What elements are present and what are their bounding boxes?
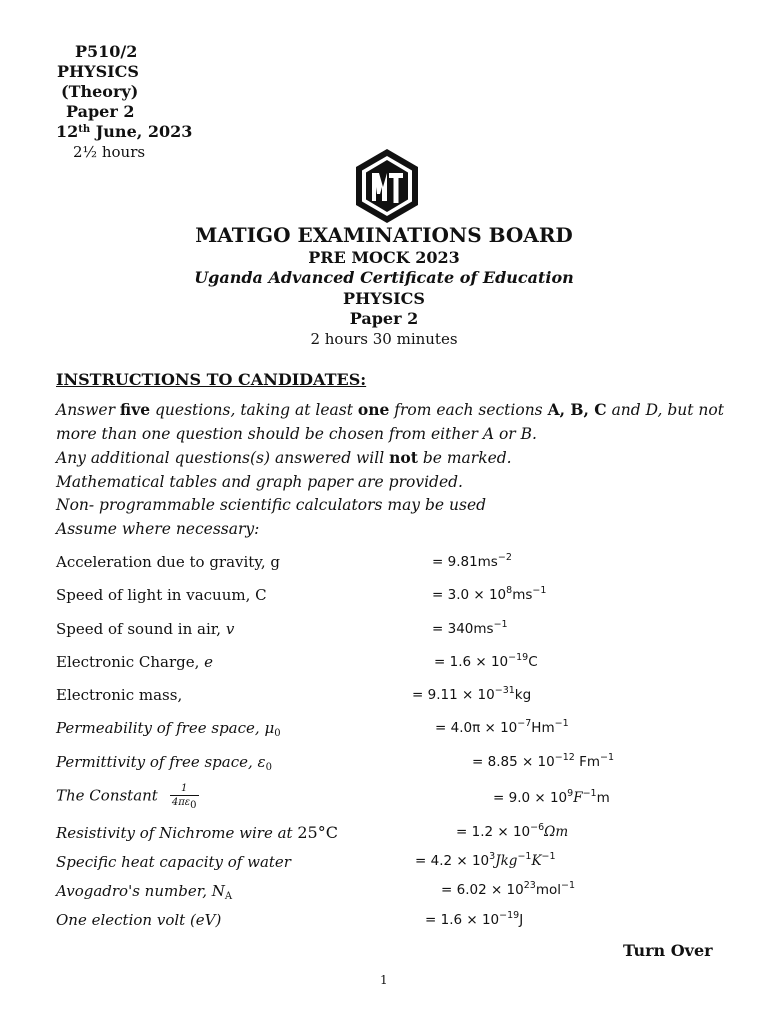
exam-name: PRE MOCK 2023 <box>308 248 460 267</box>
header-duration: 2½ hours <box>73 143 146 161</box>
constant-name-resistivity: Resistivity of Nichrome wire at 25°C <box>56 823 338 842</box>
date-rest: June, 2023 <box>90 122 193 141</box>
constant-value-permeability: = $4.0\pi \times 10^{-7}Hm^{-1}$ <box>435 718 569 736</box>
page-number: 1 <box>380 973 388 987</box>
certificate-name: Uganda Advanced Certificate of Education <box>194 268 574 287</box>
instruction-line-5: Non- programmable scientific calculators may be used <box>56 496 487 514</box>
constant-name-gravity: Acceleration due to gravity, g <box>56 553 280 571</box>
constant-value-charge: = $1.6 \times 10^{-19}C$ <box>434 652 538 670</box>
paper-type: (Theory) <box>61 82 139 101</box>
subject-label: PHYSICS <box>57 62 139 81</box>
instructions-list <box>56 398 724 541</box>
instruction-line-1: Answer five questions, taking at least one from each sections A, B, C and D, but not <box>56 400 724 419</box>
constant-value-permittivity: = $8.85 \times 10^{-12}$ $Fm^{-1}$ <box>472 752 615 770</box>
instruction-line-3: Any additional questions(s) answered will not be marked. <box>56 448 512 467</box>
constant-value-mass: = $9.11 \times 10^{-31}kg$ <box>412 685 532 703</box>
coulomb-fraction: $\frac{1}{4\pi\varepsilon 0}$ <box>171 783 197 811</box>
constant-name-heat-capacity: Specific heat capacity of water <box>56 853 291 871</box>
title-paper: Paper 2 <box>349 309 419 328</box>
constant-name-avogadro: Avogadro's number, $N_A$ <box>56 882 233 902</box>
exam-date <box>56 122 192 142</box>
constant-name-permeability: Permeability of free space, $\mu_0$ <box>56 719 281 739</box>
constant-value-gravity: = $9.81ms^{-2}$ <box>432 552 512 570</box>
turn-over-label: Turn Over <box>623 941 713 960</box>
paper-number: Paper 2 <box>66 102 135 121</box>
constant-name-coulomb: The Constant $\frac{1}{4\pi\varepsilon 0}$ <box>56 783 197 811</box>
constant-name-sound: Speed of sound in air, v <box>56 620 235 638</box>
instructions-heading: INSTRUCTIONS TO CANDIDATES: <box>56 370 367 389</box>
board-name: MATIGO EXAMINATIONS BOARD <box>195 223 573 247</box>
constant-name-charge: Electronic Charge, e <box>56 653 214 671</box>
matigo-logo-icon <box>352 147 422 225</box>
title-subject: PHYSICS <box>343 289 425 308</box>
constant-value-sound: = $340ms^{-1}$ <box>432 619 508 637</box>
constant-name-mass: Electronic mass, <box>56 686 183 704</box>
constant-value-heat-capacity: = $4.2 \times 10^3Jkg^{-1}K^{-1}$ <box>415 851 556 869</box>
instruction-line-2: more than one question should be chosen from either A or B. <box>56 424 537 443</box>
date-day: 12 <box>56 122 79 141</box>
constant-name-electron-volt: One election volt (eV) <box>56 911 222 929</box>
constant-value-resistivity: = $1.2 \times 10^{-6}\Omega m$ <box>456 822 569 840</box>
constant-value-electron-volt: = $1.6 \times 10^{-19}J$ <box>425 910 524 928</box>
constant-name-permittivity: Permittivity of free space, $\varepsilon_0$ <box>56 753 272 773</box>
constant-value-coulomb: = $9.0 \times 10^9F^{-1}m$ <box>493 788 610 806</box>
constant-name-light: Speed of light in vacuum, C <box>56 586 267 604</box>
constant-value-avogadro: = $6.02 \times 10^{23}mol^{-1}$ <box>441 880 576 898</box>
constant-value-light: = $3.0 \times 10^8ms^{-1}$ <box>432 585 547 603</box>
title-duration: 2 hours 30 minutes <box>310 330 458 348</box>
instruction-line-6: Assume where necessary: <box>56 519 260 538</box>
paper-code: P510/2 <box>75 42 138 61</box>
date-suffix: th <box>78 124 91 135</box>
instruction-line-4: Mathematical tables and graph paper are provided. <box>56 472 463 491</box>
